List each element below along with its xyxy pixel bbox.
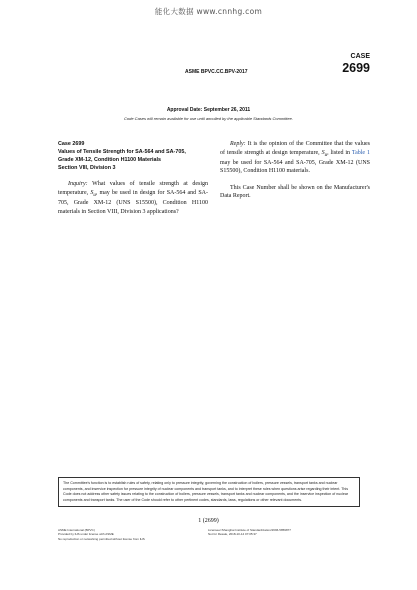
case-heading-line: Section VIII, Division 3 (58, 165, 116, 172)
case-heading (58, 140, 208, 172)
watermark: 能化大数据 www.cnnhg.com (154, 7, 263, 16)
symbol-s: S (90, 189, 94, 196)
symbol-s-sub: u (324, 152, 328, 158)
inquiry-text: , may be used in design for SA-564 and SA-705, Grade XM-12 (UNS S15500), Condition H1100 materials in Section VIII, Division 3 applications? (58, 189, 208, 215)
footer-license-right (208, 528, 291, 537)
validity-note: Code Cases will remain available for use until annulled by the applicable Standards Committee. (124, 116, 293, 121)
footer-license-left (58, 528, 145, 541)
symbol-s-sub: u (93, 193, 96, 199)
case-heading-line: Case 2699 (58, 141, 85, 147)
approval-date: Approval Date: September 26, 2011 (166, 107, 251, 113)
case-heading-line: Values of Tensile Strength for SA-564 and SA-705, (58, 149, 186, 156)
reply-text: may be used for SA-564 and SA-705, Grade XM-12 (UNS S15500), Condition H1100 materials. (220, 159, 370, 175)
left-column (58, 140, 208, 216)
footer-line: No reproduction or networking permitted without license from IHS (58, 536, 145, 541)
reply-lead: Reply: (230, 141, 246, 147)
reply-text: It is the opinion of the Committee that the values of tensile strength at design temperature, (220, 141, 370, 156)
footer-line: ASME International (BPVC) (58, 528, 95, 532)
case-number: 2699 (342, 61, 370, 75)
data-report-paragraph: This Case Number shall be shown on the Manufacturer's Data Report. (220, 184, 370, 200)
right-column (220, 140, 370, 201)
committee-notice: The Committee's function is to establish rules of safety, relating only to pressure integrity, governing the construction of boilers, pressure vessels, transport tanks and nuclear components, and inservice inspection for pressure integrity of nuclear components and transport tanks, and to interpret these rules when questions arise regarding their intent. This Code does not address other safety issues relating to the construction of boilers, pressure vessels, transport tanks and nuclear components, and the inservice inspection of nuclear components and transport tanks. The user of the Code should refer to other pertinent codes, standards, laws, regulations or other relevant documents. (58, 477, 360, 507)
inquiry-paragraph (58, 180, 208, 216)
symbol-s: S (321, 149, 325, 156)
page-number: 1 (2699) (198, 518, 219, 524)
footer-line: Licensee=Shanghai Institute of Standardization/2696-5859877 (208, 528, 291, 532)
table-1-link[interactable]: Table 1 (351, 149, 371, 156)
inquiry-text: What values of tensile strength at design temperature, (58, 181, 208, 196)
footer-line: Not for Resale, 2018-10-14 07:05:37 (208, 532, 257, 537)
reply-text: , listed in (327, 149, 352, 156)
document-id: ASME BPVC.CC.BPV-2017 (185, 69, 248, 75)
case-heading-line: Grade XM-12, Condition H1100 Materials (58, 157, 162, 164)
footer-line: Provided by IHS under license with ASME (58, 532, 114, 537)
inquiry-lead: Inquiry: (68, 181, 88, 188)
case-label: CASE (350, 53, 370, 60)
reply-paragraph (220, 140, 370, 176)
